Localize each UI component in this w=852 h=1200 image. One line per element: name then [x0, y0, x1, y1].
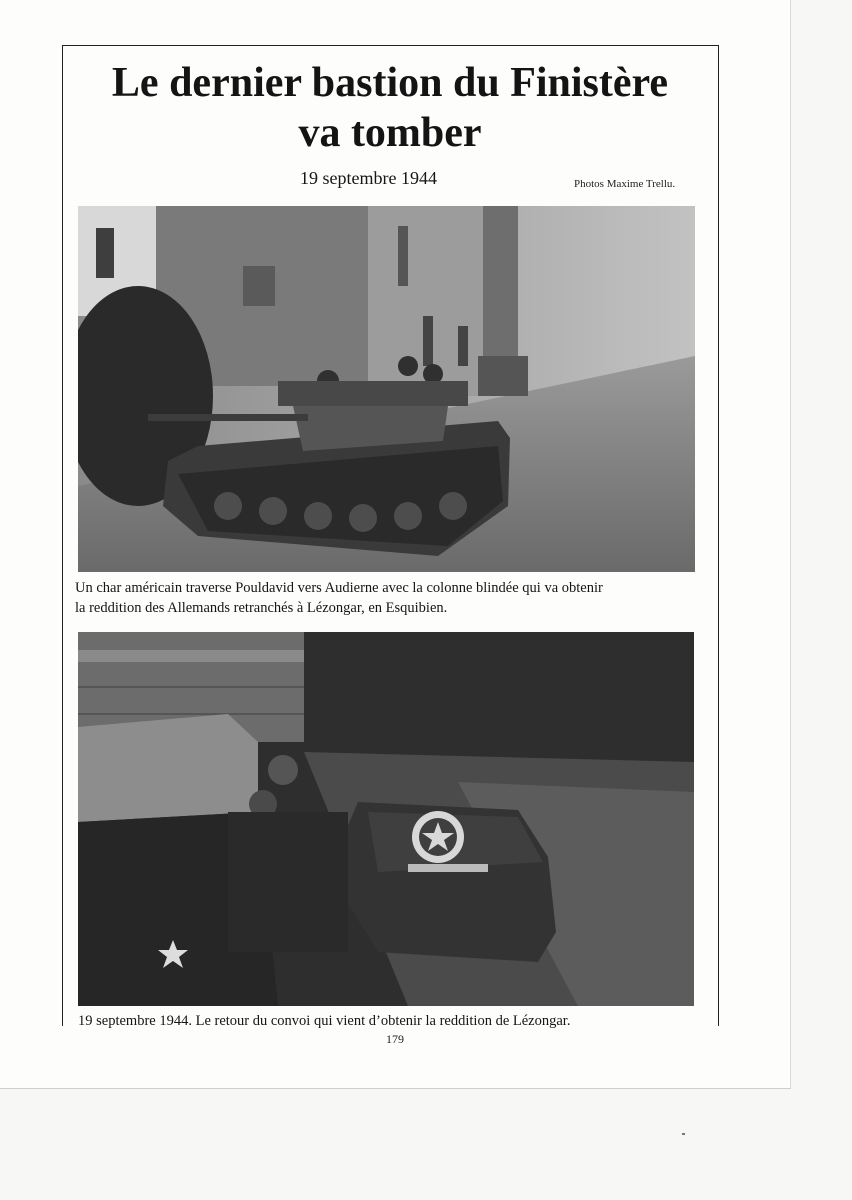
- tank-caption-line-2: la reddition des Allemands retranchés à Lézongar, en Esquibien.: [75, 600, 448, 616]
- page-number: 179: [386, 1032, 404, 1046]
- tank-caption-line-1: Un char américain traverse Pouldavid vers Audierne avec la colonne blindée qui va obtenir: [75, 580, 603, 596]
- tank-photo-graphic: [78, 206, 695, 572]
- scan-speck: [682, 1133, 685, 1135]
- photo-credit: Photos Maxime Trellu.: [574, 178, 676, 190]
- title-line-1: Le dernier bastion du Finistère: [111, 60, 669, 106]
- jeep-photo-graphic: [78, 632, 694, 1006]
- jeep-photo: [78, 632, 694, 1006]
- article-title: [70, 58, 710, 158]
- title-line-2: va tomber: [298, 110, 482, 156]
- article-date: 19 septembre 1944: [300, 168, 437, 188]
- tank-caption: [75, 578, 705, 618]
- jeep-caption: 19 septembre 1944. Le retour du convoi qui vient d’obtenir la reddition de Lézongar.: [78, 1013, 571, 1029]
- tank-photo: [78, 206, 695, 572]
